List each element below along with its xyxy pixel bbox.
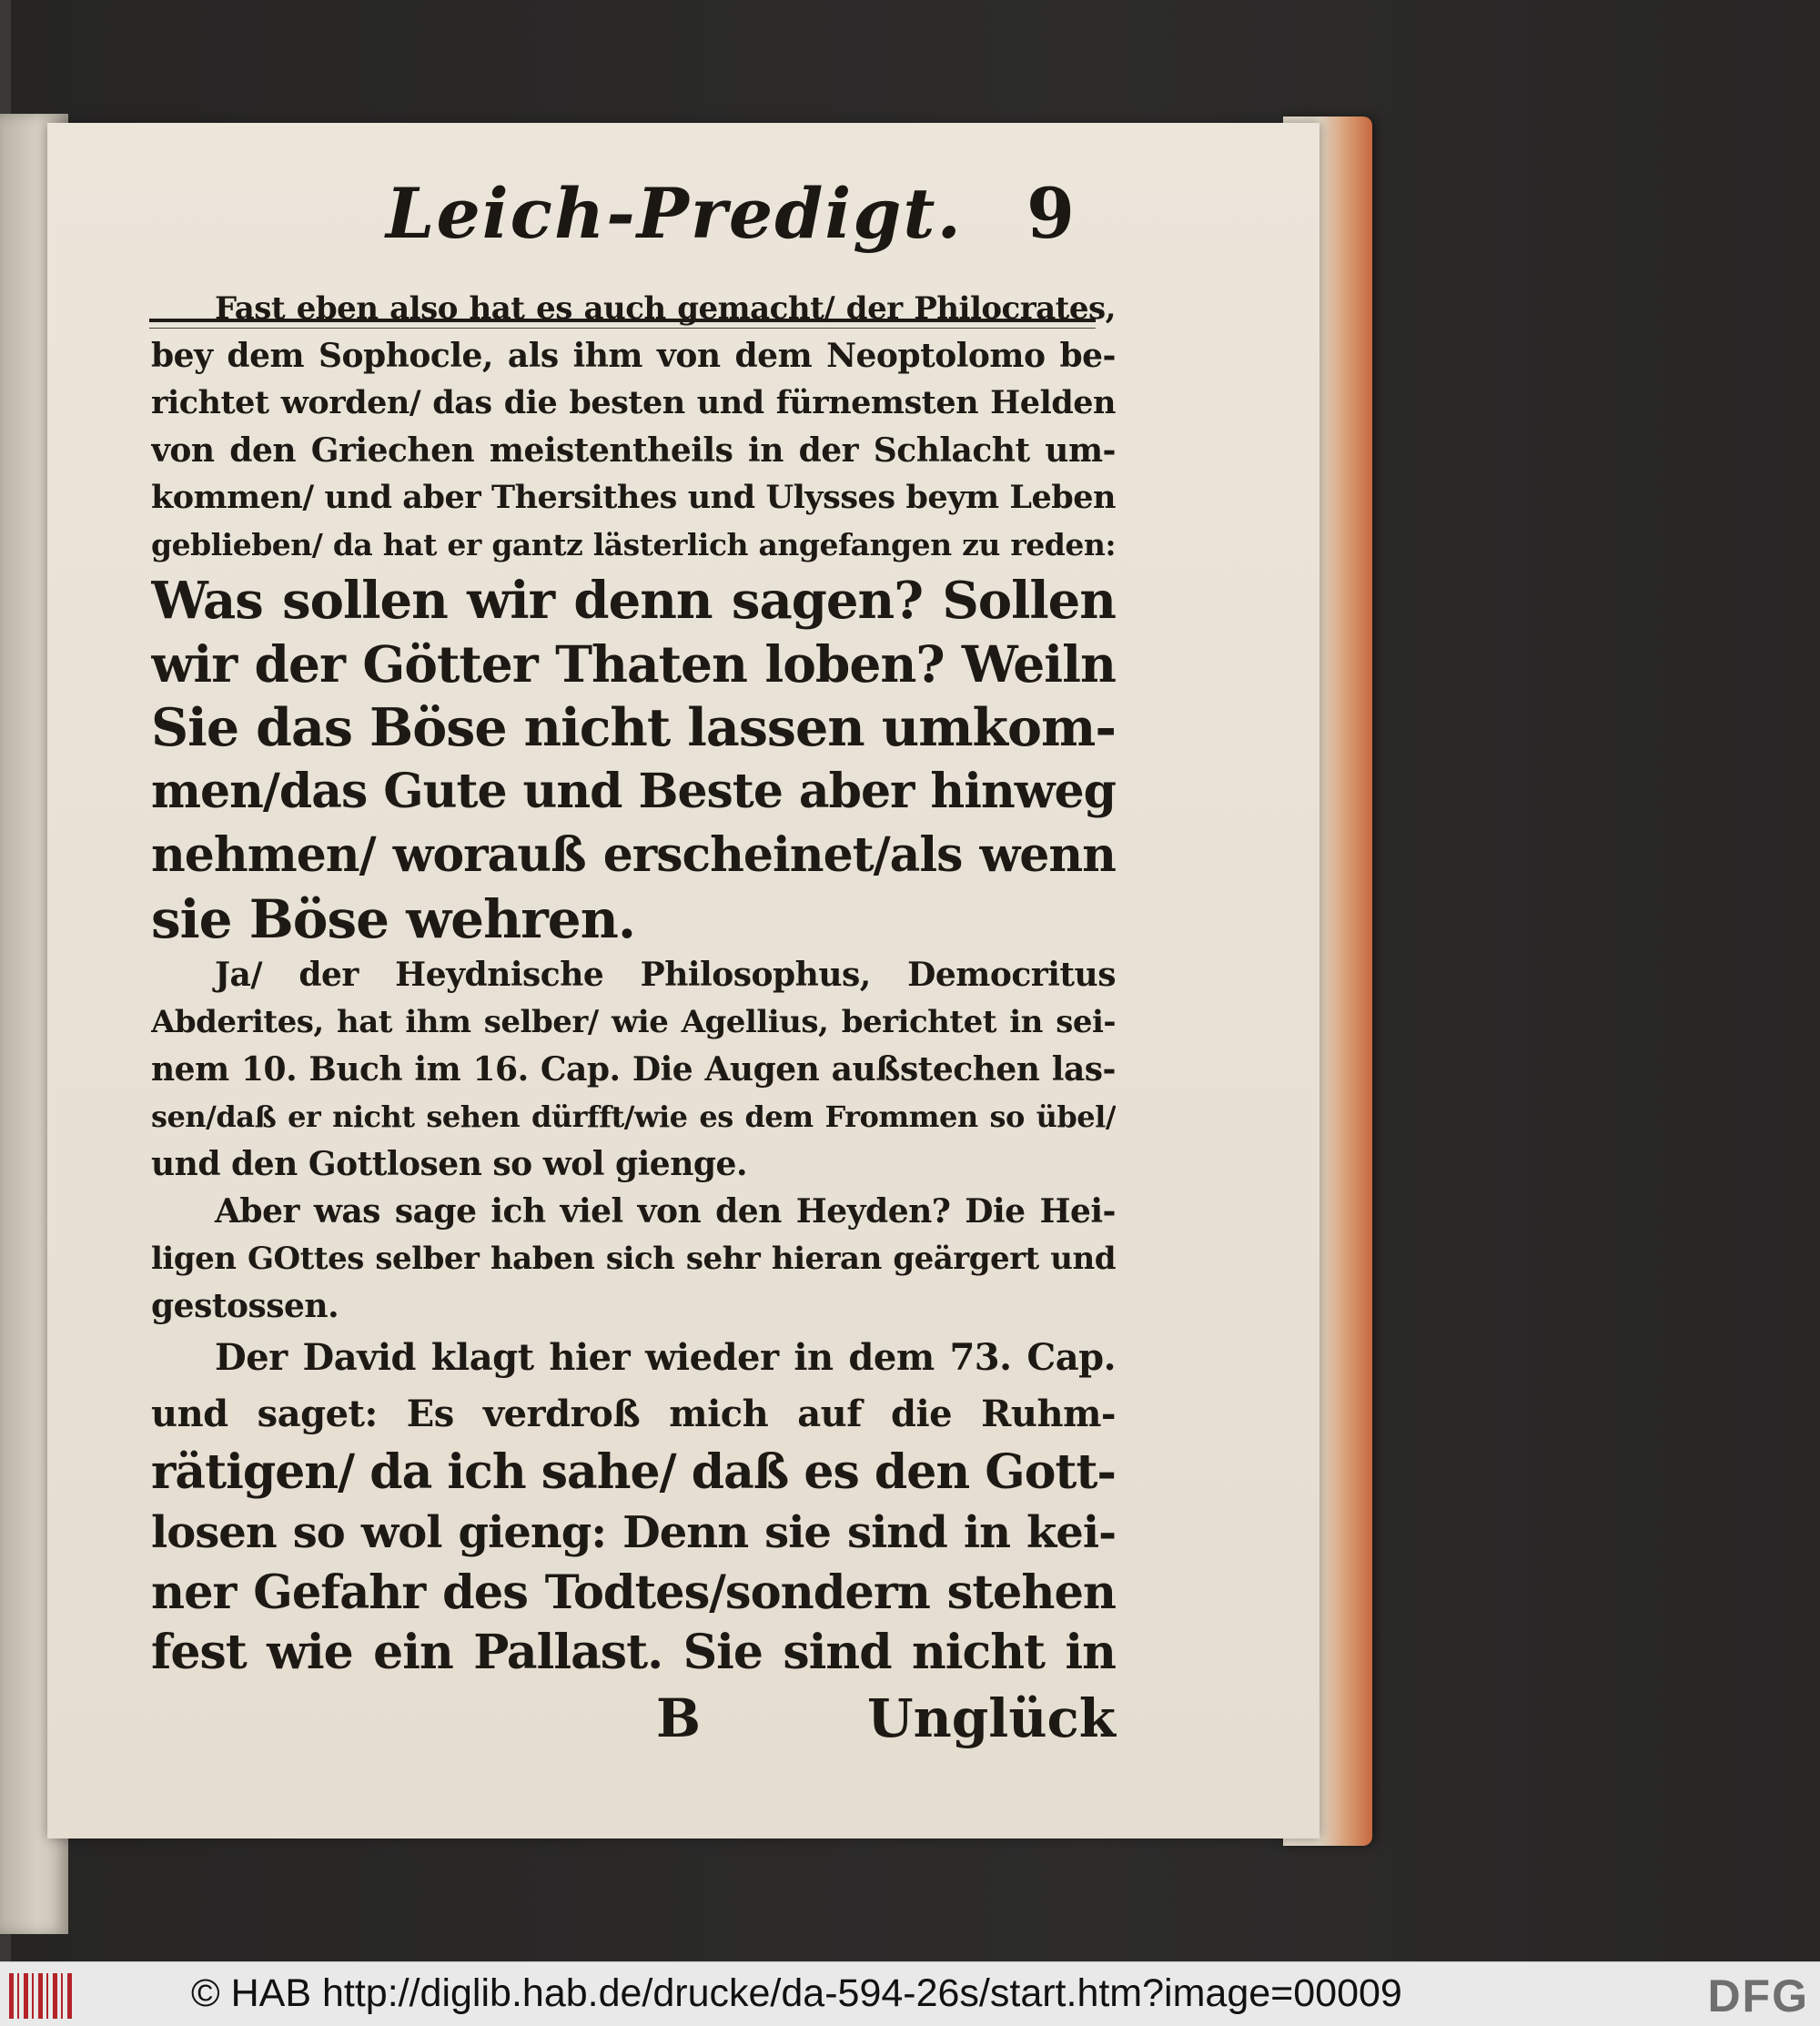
text-line: geblieben/ da hat er gantz lästerlich angefangen zu reden: <box>151 527 1116 562</box>
text-line: bey dem Sophocle, als ihm von dem Neoptolomo be- <box>151 337 1116 375</box>
page-body <box>151 285 1116 1758</box>
dfg-logo: DFG <box>1707 1970 1809 2021</box>
page-header <box>47 173 1320 282</box>
copyright-url[interactable]: © HAB http://diglib.hab.de/drucke/da-594-26s/start.htm?image=00009 <box>191 1971 1402 2015</box>
text-line: ligen GOttes selber haben sich sehr hieran geärgert und <box>151 1241 1116 1277</box>
text-line: sen/daß er nicht sehen dürfft/wie es dem Frommen so übel/ <box>151 1099 1116 1134</box>
quote-line: sie Böse wehren. <box>151 888 636 950</box>
barcode-icon <box>9 1973 75 2019</box>
quote-line: Sie das Böse nicht lassen umkom- <box>151 697 1116 758</box>
text-line: Der David klagt hier wieder in dem 73. Cap. <box>215 1336 1116 1379</box>
text-line: gestossen. <box>151 1287 339 1325</box>
text-line: Aber was sage ich viel von den Heyden? Die Hei- <box>215 1192 1116 1231</box>
text-line: kommen/ und aber Thersithes und Ulysses beym Leben <box>151 479 1116 516</box>
quote-line: losen so wol gieng: Denn sie sind in kei- <box>151 1507 1116 1558</box>
text-line: und saget: Es verdroß mich auf die Ruhm- <box>151 1393 1116 1435</box>
book-page <box>47 123 1320 1839</box>
text-line: nem 10. Buch im 16. Cap. Die Augen außstechen las- <box>151 1050 1116 1089</box>
text-line: Fast eben also hat es auch gemacht/ der Philocrates, <box>215 290 1116 327</box>
page-foot-row <box>151 1687 1116 1758</box>
quote-line: rätigen/ da ich sahe/ daß es den Gott- <box>151 1444 1116 1500</box>
text-line: Ja/ der Heydnische Philosophus, Democritus <box>215 956 1116 994</box>
viewer-footer <box>0 1961 1820 2026</box>
text-line: von den Griechen meistentheils in der Schlacht um- <box>151 431 1116 470</box>
quote-line: ner Gefahr des Todtes/sondern stehen <box>151 1565 1116 1620</box>
page-number: 9 <box>1026 173 1075 254</box>
quote-line: nehmen/ worauß erscheinet/als wenn <box>151 827 1116 883</box>
running-head: Leich-Predigt. <box>386 173 963 254</box>
quote-line: wir der Götter Thaten loben? Weiln <box>151 634 1116 694</box>
text-line: und den Gottlosen so wol gienge. <box>151 1145 747 1183</box>
quote-line: fest wie ein Pallast. Sie sind nicht in <box>151 1625 1116 1680</box>
catchword: Unglück <box>866 1687 1116 1749</box>
text-line: Abderites, hat ihm selber/ wie Agellius, berichtet in sei- <box>151 1004 1116 1040</box>
quote-line: men/das Gute und Beste aber hinweg <box>151 764 1116 819</box>
text-line: richtet worden/ das die besten und fürnemsten Helden <box>151 384 1116 421</box>
signature-mark: B <box>656 1687 702 1749</box>
quote-line: Was sollen wir denn sagen? Sollen <box>151 571 1116 631</box>
